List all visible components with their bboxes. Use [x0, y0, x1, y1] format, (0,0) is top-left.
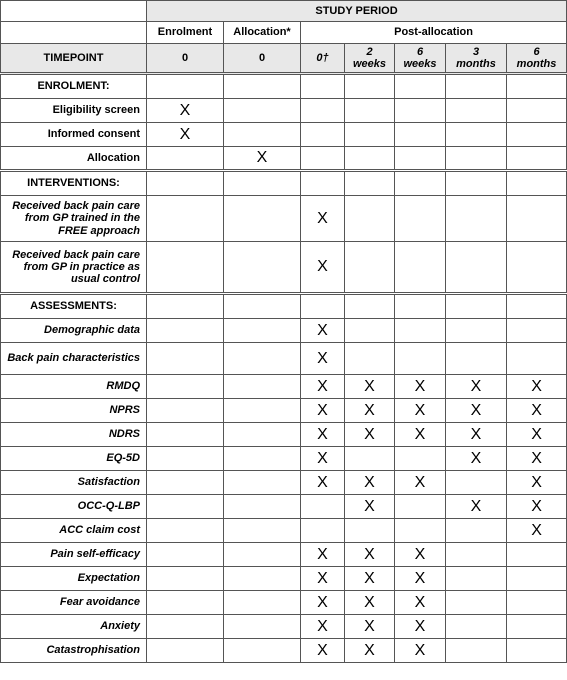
x-mark-cell: X	[345, 423, 395, 447]
empty-cell	[224, 495, 301, 519]
table-row	[1, 399, 567, 423]
empty-cell	[345, 242, 395, 294]
empty-cell	[224, 319, 301, 343]
empty-cell	[395, 242, 446, 294]
empty-cell	[301, 147, 345, 171]
x-mark-cell: X	[301, 615, 345, 639]
row-label: Received back pain care from GP trained in the FREE approach	[1, 196, 147, 242]
x-mark-cell: X	[507, 471, 567, 495]
x-mark-cell: X	[301, 447, 345, 471]
section-row	[1, 74, 567, 99]
x-mark-cell: X	[301, 242, 345, 294]
timepoint-cell: 0†	[301, 44, 345, 74]
x-mark-cell: X	[345, 399, 395, 423]
empty-cell	[224, 294, 301, 319]
x-mark-cell: X	[507, 447, 567, 471]
x-mark-cell: X	[301, 319, 345, 343]
section-row	[1, 294, 567, 319]
empty-cell	[395, 99, 446, 123]
empty-cell	[507, 294, 567, 319]
row-label: RMDQ	[1, 375, 147, 399]
table-row	[1, 319, 567, 343]
empty-cell	[507, 99, 567, 123]
empty-cell	[395, 319, 446, 343]
empty-cell	[147, 375, 224, 399]
empty-cell	[224, 591, 301, 615]
empty-cell	[224, 399, 301, 423]
allocation-header: Allocation*	[224, 22, 301, 44]
table-row	[1, 123, 567, 147]
empty-cell	[446, 615, 507, 639]
x-mark-cell: X	[395, 375, 446, 399]
empty-cell	[147, 495, 224, 519]
row-label: Demographic data	[1, 319, 147, 343]
row-label: Back pain characteristics	[1, 343, 147, 375]
section-title: INTERVENTIONS:	[1, 171, 147, 196]
table-row	[1, 242, 567, 294]
x-mark-cell: X	[301, 375, 345, 399]
empty-cell	[507, 591, 567, 615]
empty-cell	[301, 99, 345, 123]
x-mark-cell: X	[301, 639, 345, 663]
x-mark-cell: X	[301, 343, 345, 375]
timepoint-cell: 3 months	[446, 44, 507, 74]
header-row-1	[1, 1, 567, 22]
x-mark-cell: X	[446, 399, 507, 423]
row-label: Eligibility screen	[1, 99, 147, 123]
x-mark-cell: X	[345, 615, 395, 639]
x-mark-cell: X	[345, 543, 395, 567]
empty-cell	[147, 399, 224, 423]
empty-cell	[446, 567, 507, 591]
empty-cell	[507, 639, 567, 663]
empty-cell	[224, 74, 301, 99]
empty-cell	[224, 99, 301, 123]
corner-cell	[1, 1, 147, 22]
empty-cell	[446, 319, 507, 343]
empty-cell	[345, 147, 395, 171]
timepoint-cell: 6 months	[507, 44, 567, 74]
x-mark-cell: X	[301, 423, 345, 447]
section-row	[1, 171, 567, 196]
empty-cell	[446, 123, 507, 147]
timepoint-row	[1, 44, 567, 74]
row-label: Received back pain care from GP in practice as usual control	[1, 242, 147, 294]
empty-cell	[507, 123, 567, 147]
row-label: Expectation	[1, 567, 147, 591]
empty-cell	[446, 471, 507, 495]
x-mark-cell: X	[395, 615, 446, 639]
table-row	[1, 591, 567, 615]
empty-cell	[147, 543, 224, 567]
row-label: Informed consent	[1, 123, 147, 147]
empty-cell	[395, 519, 446, 543]
empty-cell	[446, 147, 507, 171]
x-mark-cell: X	[345, 375, 395, 399]
empty-cell	[147, 615, 224, 639]
empty-cell	[507, 343, 567, 375]
table-row	[1, 196, 567, 242]
timepoint-cell: 6 weeks	[395, 44, 446, 74]
section-title: ENROLMENT:	[1, 74, 147, 99]
row-label: Fear avoidance	[1, 591, 147, 615]
table-row	[1, 639, 567, 663]
x-mark-cell: X	[345, 591, 395, 615]
row-label: OCC-Q-LBP	[1, 495, 147, 519]
empty-cell	[224, 423, 301, 447]
empty-cell	[395, 447, 446, 471]
empty-cell	[446, 242, 507, 294]
empty-cell	[395, 171, 446, 196]
empty-cell	[446, 519, 507, 543]
table-row	[1, 519, 567, 543]
empty-cell	[224, 196, 301, 242]
x-mark-cell: X	[301, 591, 345, 615]
empty-cell	[345, 171, 395, 196]
empty-cell	[301, 495, 345, 519]
empty-cell	[345, 447, 395, 471]
x-mark-cell: X	[301, 567, 345, 591]
table-row	[1, 543, 567, 567]
empty-cell	[147, 471, 224, 495]
table-row	[1, 471, 567, 495]
empty-cell	[224, 639, 301, 663]
row-label: NDRS	[1, 423, 147, 447]
empty-cell	[395, 147, 446, 171]
x-mark-cell: X	[395, 471, 446, 495]
empty-cell	[395, 123, 446, 147]
empty-cell	[224, 471, 301, 495]
x-mark-cell: X	[395, 567, 446, 591]
x-mark-cell: X	[301, 196, 345, 242]
empty-cell	[507, 242, 567, 294]
empty-cell	[224, 242, 301, 294]
x-mark-cell: X	[507, 519, 567, 543]
empty-cell	[147, 519, 224, 543]
empty-cell	[446, 74, 507, 99]
empty-cell	[345, 519, 395, 543]
empty-cell	[446, 294, 507, 319]
table-row	[1, 567, 567, 591]
empty-cell	[446, 171, 507, 196]
empty-cell	[507, 196, 567, 242]
row-label: Catastrophisation	[1, 639, 147, 663]
post-allocation-header: Post-allocation	[301, 22, 567, 44]
x-mark-cell: X	[395, 543, 446, 567]
empty-cell	[345, 123, 395, 147]
empty-cell	[395, 294, 446, 319]
enrolment-header: Enrolment	[147, 22, 224, 44]
empty-cell	[507, 567, 567, 591]
x-mark-cell: X	[446, 447, 507, 471]
x-mark-cell: X	[507, 495, 567, 519]
empty-cell	[147, 74, 224, 99]
empty-cell	[395, 196, 446, 242]
x-mark-cell: X	[507, 423, 567, 447]
empty-cell	[147, 294, 224, 319]
x-mark-cell: X	[446, 495, 507, 519]
empty-cell	[224, 519, 301, 543]
x-mark-cell: X	[395, 399, 446, 423]
table-row	[1, 343, 567, 375]
empty-cell	[301, 74, 345, 99]
empty-cell	[446, 196, 507, 242]
empty-cell	[507, 615, 567, 639]
row-label: EQ-5D	[1, 447, 147, 471]
empty-cell	[345, 294, 395, 319]
empty-cell	[395, 343, 446, 375]
x-mark-cell: X	[345, 639, 395, 663]
empty-cell	[147, 423, 224, 447]
x-mark-cell: X	[345, 495, 395, 519]
row-label: Allocation	[1, 147, 147, 171]
empty-cell	[507, 171, 567, 196]
timepoint-label: TIMEPOINT	[1, 44, 147, 74]
empty-cell	[147, 591, 224, 615]
timepoint-cell: 0	[224, 44, 301, 74]
x-mark-cell: X	[395, 591, 446, 615]
empty-cell	[224, 615, 301, 639]
row-label: Satisfaction	[1, 471, 147, 495]
x-mark-cell: X	[345, 567, 395, 591]
empty-cell	[147, 639, 224, 663]
empty-cell	[446, 591, 507, 615]
table-row	[1, 615, 567, 639]
empty-cell	[345, 99, 395, 123]
x-mark-cell: X	[301, 543, 345, 567]
x-mark-cell: X	[301, 471, 345, 495]
empty-cell	[301, 519, 345, 543]
empty-cell	[224, 343, 301, 375]
table-row	[1, 147, 567, 171]
x-mark-cell: X	[147, 99, 224, 123]
x-mark-cell: X	[147, 123, 224, 147]
table-row	[1, 447, 567, 471]
study-period-header: STUDY PERIOD	[147, 1, 567, 22]
header-row-2	[1, 22, 567, 44]
x-mark-cell: X	[345, 471, 395, 495]
empty-cell	[446, 99, 507, 123]
empty-cell	[224, 447, 301, 471]
x-mark-cell: X	[446, 423, 507, 447]
empty-cell	[507, 319, 567, 343]
empty-cell	[224, 123, 301, 147]
empty-cell	[224, 375, 301, 399]
row-label: Anxiety	[1, 615, 147, 639]
table-row	[1, 423, 567, 447]
x-mark-cell: X	[507, 375, 567, 399]
empty-cell	[345, 343, 395, 375]
empty-cell	[507, 543, 567, 567]
empty-cell	[507, 74, 567, 99]
empty-cell	[147, 196, 224, 242]
row-label: ACC claim cost	[1, 519, 147, 543]
empty-cell	[147, 242, 224, 294]
empty-cell	[507, 147, 567, 171]
row-label: Pain self-efficacy	[1, 543, 147, 567]
empty-cell	[147, 447, 224, 471]
empty-cell	[395, 495, 446, 519]
table-row	[1, 495, 567, 519]
empty-cell	[446, 639, 507, 663]
empty-cell	[147, 343, 224, 375]
row-label: NPRS	[1, 399, 147, 423]
empty-cell	[446, 343, 507, 375]
x-mark-cell: X	[224, 147, 301, 171]
empty-cell	[147, 171, 224, 196]
empty-cell	[301, 171, 345, 196]
section-title: ASSESSMENTS:	[1, 294, 147, 319]
empty-cell	[224, 171, 301, 196]
empty-cell	[147, 319, 224, 343]
empty-cell	[224, 543, 301, 567]
x-mark-cell: X	[395, 639, 446, 663]
empty-cell	[224, 567, 301, 591]
corner-cell-2	[1, 22, 147, 44]
x-mark-cell: X	[507, 399, 567, 423]
empty-cell	[147, 567, 224, 591]
table-row	[1, 375, 567, 399]
timepoint-cell: 0	[147, 44, 224, 74]
x-mark-cell: X	[301, 399, 345, 423]
x-mark-cell: X	[395, 423, 446, 447]
empty-cell	[147, 147, 224, 171]
empty-cell	[345, 319, 395, 343]
empty-cell	[395, 74, 446, 99]
empty-cell	[345, 196, 395, 242]
timepoint-cell: 2 weeks	[345, 44, 395, 74]
empty-cell	[301, 123, 345, 147]
empty-cell	[345, 74, 395, 99]
empty-cell	[301, 294, 345, 319]
x-mark-cell: X	[446, 375, 507, 399]
table-row	[1, 99, 567, 123]
empty-cell	[446, 543, 507, 567]
